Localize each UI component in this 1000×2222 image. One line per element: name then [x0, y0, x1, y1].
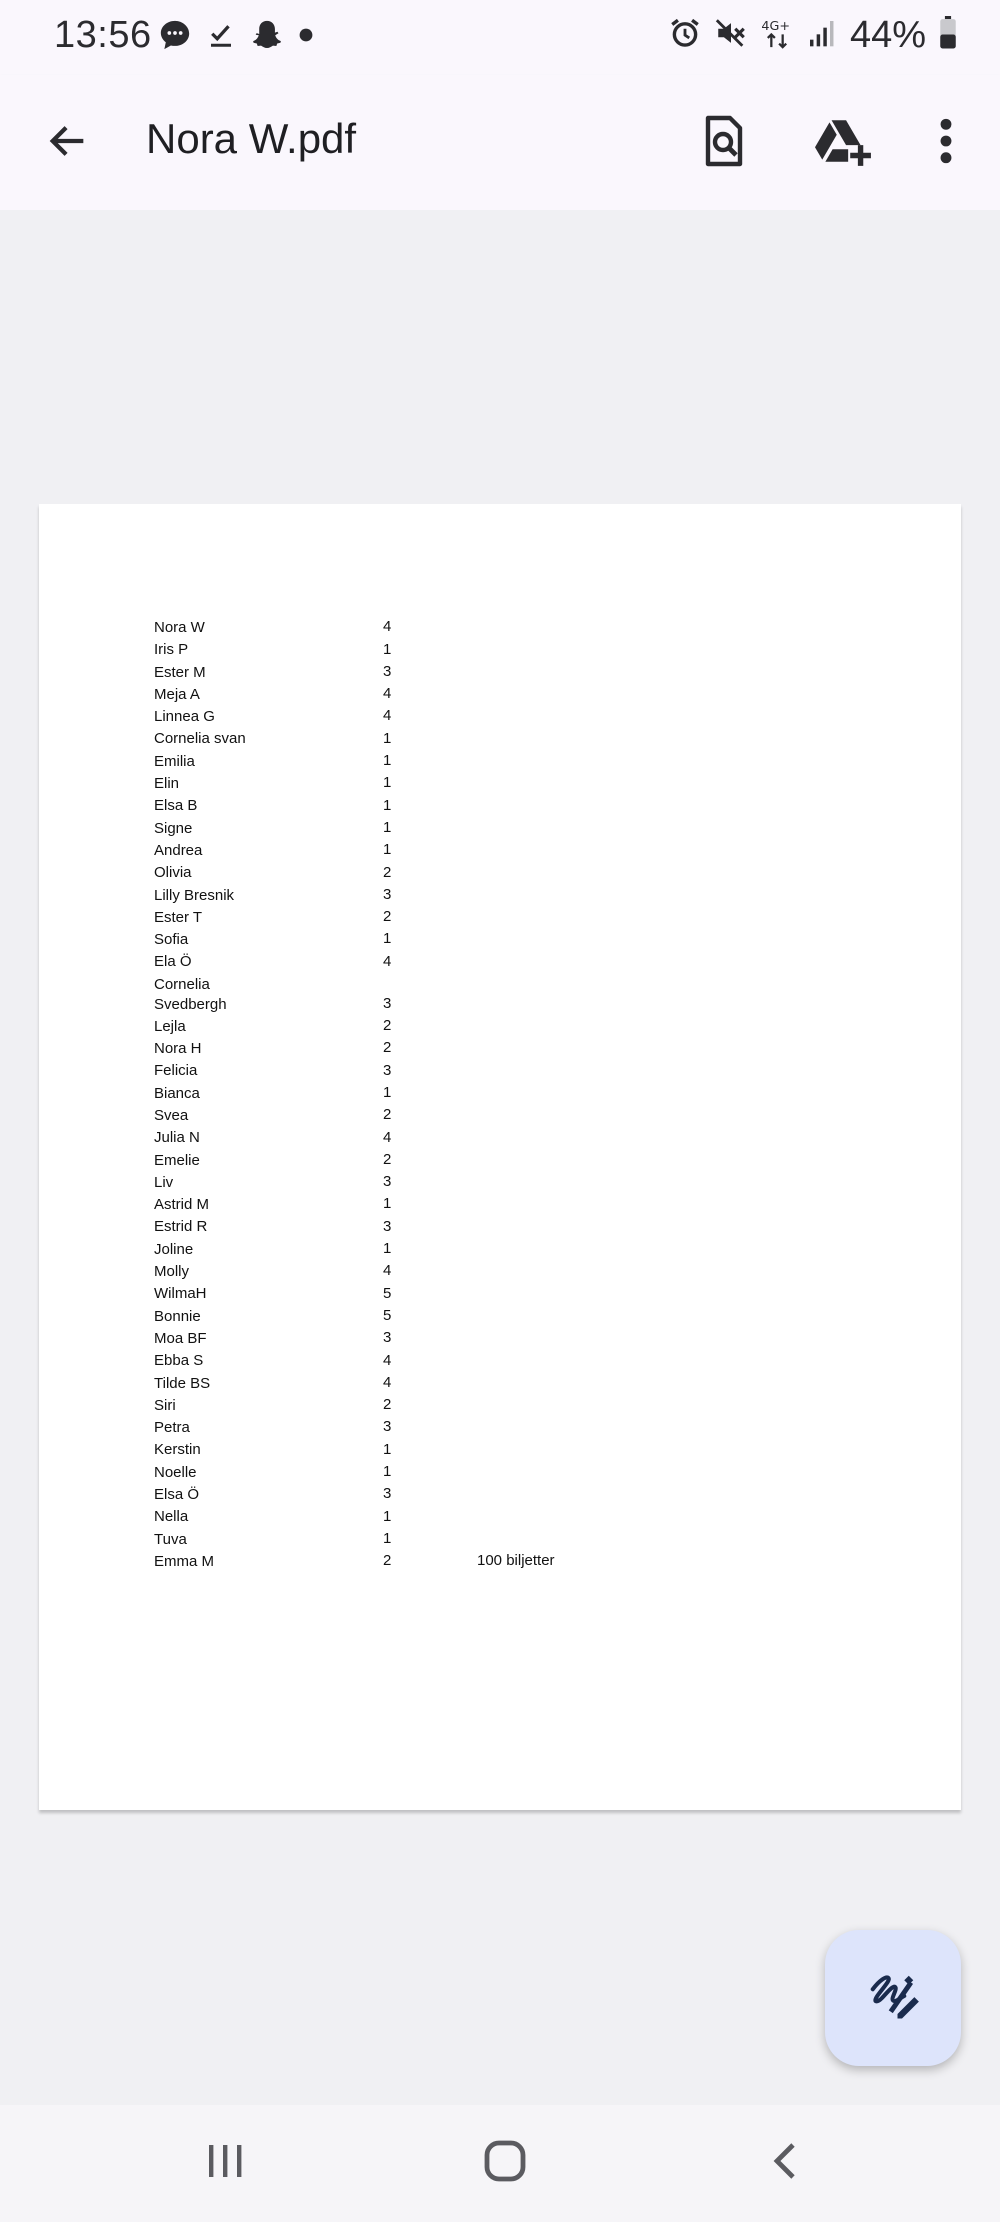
- list-item-name: Linnea G: [154, 708, 215, 726]
- list-item-name: Nella: [154, 1508, 189, 1526]
- list-item-count: 3: [383, 1061, 392, 1079]
- home-button[interactable]: [470, 2131, 540, 2195]
- mute-icon: [714, 16, 748, 55]
- list-item: [154, 1485, 654, 1507]
- list-item-name: Ela Ö: [154, 953, 192, 971]
- list-item-name: Ebba S: [154, 1352, 204, 1370]
- add-to-drive-button[interactable]: [812, 111, 876, 175]
- list-item-name: Tilde BS: [154, 1374, 211, 1392]
- list-item-count: 3: [383, 885, 392, 903]
- arrow-left-icon: [45, 118, 91, 169]
- list-item-name: Bonnie: [154, 1307, 201, 1325]
- list-item-name: Lejla: [154, 1017, 186, 1035]
- document-title: Nora W.pdf: [146, 115, 357, 162]
- list-item: [154, 975, 654, 1017]
- list-item-count: 4: [383, 685, 392, 703]
- list-item: [154, 774, 654, 796]
- list-item-name: Signe: [154, 819, 193, 837]
- list-item: [154, 796, 654, 818]
- list-item: [154, 1262, 654, 1284]
- list-item-count: 4: [383, 1351, 392, 1369]
- search-document-button[interactable]: [692, 111, 756, 175]
- battery-percent: 44%: [849, 14, 926, 56]
- list-item-name: Felicia: [154, 1062, 198, 1080]
- svg-text:4G+: 4G+: [761, 19, 791, 35]
- list-item-name: Tuva: [154, 1530, 187, 1548]
- list-item-name: Ester M: [154, 663, 206, 681]
- list-item-count: 4: [383, 1262, 392, 1280]
- list-item-name: Emilia: [154, 752, 195, 770]
- list-item-count: 3: [383, 1217, 392, 1235]
- list-item: [154, 819, 654, 841]
- more-options-button[interactable]: [914, 111, 978, 175]
- list-item: [154, 707, 654, 729]
- list-item-count: 1: [383, 1195, 392, 1213]
- list-item-name: Molly: [154, 1263, 190, 1281]
- list-item-count: 1: [383, 796, 392, 814]
- list-item: [154, 1507, 654, 1529]
- list-item-name: Andrea: [154, 841, 203, 859]
- list-item-name: Astrid M: [154, 1196, 210, 1214]
- list-item-count: 1: [383, 1507, 392, 1525]
- list-item-count: 3: [383, 1418, 392, 1436]
- list-item-count: 3: [383, 1173, 392, 1191]
- list-item: [154, 1195, 654, 1217]
- list-item-count: 1: [383, 1083, 392, 1101]
- list-item-name: Emma M: [154, 1552, 214, 1570]
- list-item-note: 100 biljetter: [477, 1552, 555, 1570]
- list-item-name: Moa BF: [154, 1329, 207, 1347]
- status-time: 13:56: [54, 14, 152, 56]
- list-item: [154, 1418, 654, 1440]
- list-item-count: 3: [383, 662, 392, 680]
- list-item: [154, 752, 654, 774]
- list-item: [154, 886, 654, 908]
- pdf-viewer[interactable]: [0, 210, 1000, 2105]
- more-vert-icon: [939, 118, 953, 169]
- system-back-button[interactable]: [750, 2131, 820, 2195]
- list-item: [154, 1061, 654, 1083]
- list-item: [154, 1374, 654, 1396]
- list-item-count: 4: [383, 1128, 392, 1146]
- recent-apps-icon: [205, 2141, 245, 2186]
- list-item: [154, 1039, 654, 1061]
- list-item: [154, 1084, 654, 1106]
- list-item: [154, 729, 654, 751]
- list-item-name: Elsa Ö: [154, 1485, 200, 1503]
- list-item: [154, 1530, 654, 1552]
- list-item-name: Estrid R: [154, 1218, 208, 1236]
- list-item: [154, 640, 654, 662]
- home-icon: [483, 2139, 527, 2188]
- list-item-count: 1: [383, 1462, 392, 1480]
- app-bar: [0, 75, 1000, 210]
- list-item-name: WilmaH: [154, 1285, 207, 1303]
- list-item: [154, 1128, 654, 1150]
- search-document-icon: [700, 114, 748, 173]
- list-item: [154, 685, 654, 707]
- navigation-bar: [0, 2105, 1000, 2222]
- status-bar: [0, 0, 1000, 75]
- list-item-count: 5: [383, 1306, 392, 1324]
- list-item: [154, 618, 654, 640]
- list-item: [154, 1017, 654, 1039]
- list-item: [154, 930, 654, 952]
- list-item-count: 4: [383, 952, 392, 970]
- list-item-count: 3: [383, 1485, 392, 1503]
- list-item: [154, 1173, 654, 1195]
- list-item-count: 3: [383, 1329, 392, 1347]
- list-item-count: 3: [383, 994, 392, 1012]
- notification-icons: [158, 18, 314, 57]
- list-item-count: 1: [383, 640, 392, 658]
- list-item-count: 1: [383, 1440, 392, 1458]
- list-item-name: Svea: [154, 1106, 189, 1124]
- annotate-pen-icon: [866, 1969, 920, 2028]
- list-item-count: 4: [383, 618, 392, 636]
- check-icon: [206, 20, 236, 55]
- list-item-name: Elsa B: [154, 797, 198, 815]
- snapchat-icon: [250, 18, 284, 57]
- list-item: [154, 1351, 654, 1373]
- list-item-name: Petra: [154, 1419, 190, 1437]
- list-item-count: 2: [383, 1396, 392, 1414]
- list-item: [154, 1440, 654, 1462]
- list-item-name: Nora W: [154, 619, 205, 636]
- annotate-button[interactable]: [825, 1930, 961, 2066]
- list-item-count: 4: [383, 707, 392, 725]
- list-item-name: Ester T: [154, 908, 203, 926]
- list-item-name: Noelle: [154, 1463, 197, 1481]
- list-item-count: 1: [383, 1529, 392, 1547]
- list-item-count: 1: [383, 1240, 392, 1258]
- list-item: [154, 952, 654, 974]
- alarm-icon: [668, 16, 702, 55]
- list-item-name: Siri: [154, 1396, 176, 1414]
- list-item: [154, 1463, 654, 1485]
- signal-icon: [806, 17, 838, 54]
- battery-icon: [938, 16, 958, 55]
- list-item: [154, 1240, 654, 1262]
- list-item-name: Kerstin: [154, 1441, 201, 1459]
- list-item-name: Joline: [154, 1240, 194, 1258]
- drive-add-icon: [815, 116, 873, 171]
- list-item-name: Nora H: [154, 1040, 202, 1058]
- system-icons: [668, 14, 958, 57]
- list-item-count: 1: [383, 841, 392, 859]
- list-item-name: Bianca: [154, 1084, 200, 1102]
- list-item-name: [154, 975, 227, 1015]
- list-item-name: Lilly Bresnik: [154, 886, 235, 904]
- list-item: [154, 863, 654, 885]
- list-item: [154, 1552, 654, 1574]
- list-item-name: Iris P: [154, 641, 189, 659]
- dot-icon: [298, 27, 314, 48]
- list-item-count: 2: [383, 1017, 392, 1035]
- list-item-count: 1: [383, 752, 392, 770]
- 4g-data-icon: [760, 16, 794, 55]
- list-item-count: 1: [383, 930, 392, 948]
- list-item-name: Julia N: [154, 1129, 200, 1147]
- list-item-count: 5: [383, 1284, 392, 1302]
- list-item: [154, 1217, 654, 1239]
- list-item-count: 2: [383, 1552, 392, 1570]
- back-button[interactable]: [40, 115, 96, 171]
- list-item-count: 2: [383, 908, 392, 926]
- list-item-count: 2: [383, 1150, 392, 1168]
- list-item: [154, 1151, 654, 1173]
- list-item-name: Cornelia svan: [154, 730, 246, 748]
- list-item: [154, 1106, 654, 1128]
- list-item-name-line: Svedbergh: [154, 995, 227, 1013]
- list-item: [154, 1284, 654, 1306]
- list-item-count: 1: [383, 774, 392, 792]
- message-icon: [158, 18, 192, 57]
- list-item: [154, 1396, 654, 1418]
- list-item-name: Liv: [154, 1173, 174, 1191]
- list-item: [154, 908, 654, 930]
- back-icon: [767, 2141, 803, 2186]
- list-item-name: Emelie: [154, 1151, 200, 1169]
- list-item-name: Elin: [154, 775, 180, 793]
- list-item-count: 1: [383, 729, 392, 747]
- list-item-name: Sofia: [154, 931, 189, 949]
- list-item-name-line: Cornelia: [154, 975, 210, 993]
- list-item-name: Meja A: [154, 685, 200, 703]
- recent-apps-button[interactable]: [190, 2131, 260, 2195]
- list-item-count: 2: [383, 1039, 392, 1057]
- pdf-page[interactable]: [39, 504, 961, 1810]
- list-item-count: 4: [383, 1373, 392, 1391]
- name-list: [154, 618, 654, 1574]
- list-item-count: 2: [383, 863, 392, 881]
- list-item: [154, 841, 654, 863]
- list-item-count: 1: [383, 818, 392, 836]
- list-item-name: Olivia: [154, 864, 192, 882]
- list-item: [154, 1329, 654, 1351]
- list-item: [154, 663, 654, 685]
- list-item-count: 2: [383, 1106, 392, 1124]
- list-item: [154, 1307, 654, 1329]
